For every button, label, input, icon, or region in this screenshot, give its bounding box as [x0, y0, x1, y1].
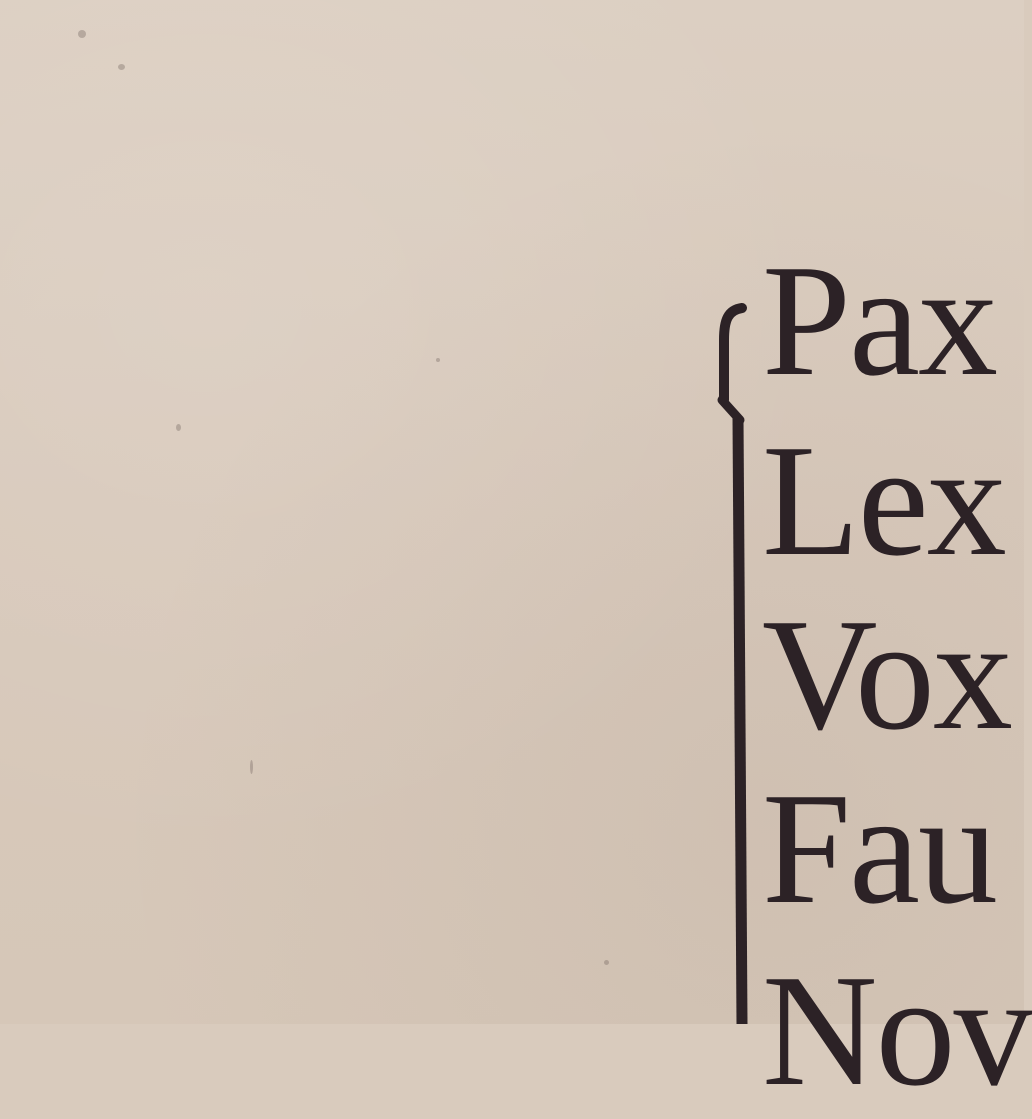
left-brace-rule — [712, 300, 752, 1024]
paper-speck — [118, 64, 125, 70]
paper-speck — [250, 760, 253, 774]
entry-list — [762, 231, 1032, 1119]
entry-vox: Vox — [762, 585, 1011, 763]
entry-pax: Pax — [762, 231, 996, 409]
paper-speck — [78, 30, 86, 38]
entry-lex: Lex — [762, 411, 1005, 589]
paper-speck — [436, 358, 440, 362]
paper-speck — [176, 424, 181, 431]
entry-nov: Nov — [762, 941, 1032, 1119]
paper-speck — [604, 960, 609, 965]
entry-fau: Fau — [762, 759, 996, 937]
